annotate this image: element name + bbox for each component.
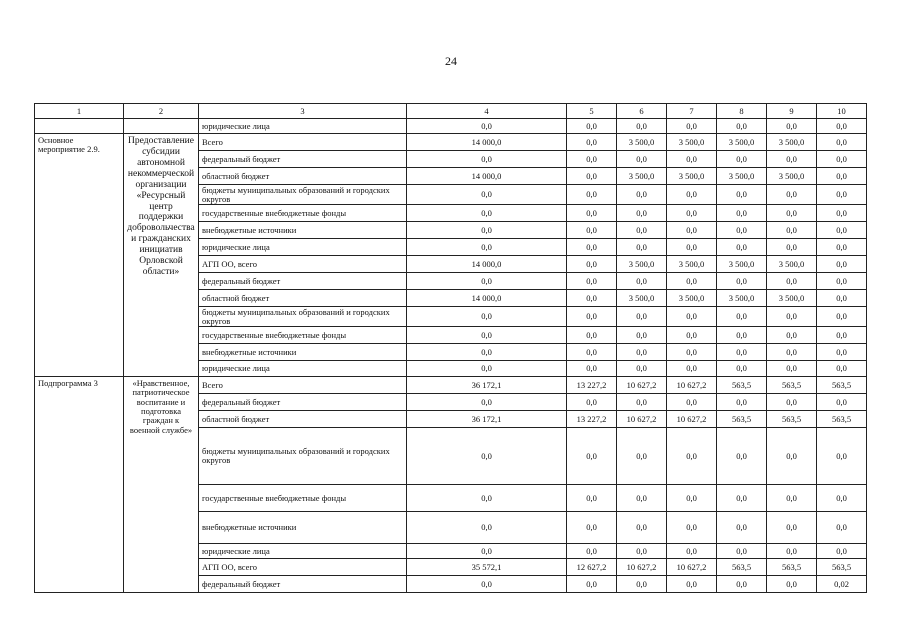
value-cell: 0,0 <box>617 307 667 327</box>
value-cell: 3 500,0 <box>617 290 667 307</box>
value-cell: 0,0 <box>667 119 717 134</box>
value-cell: 0,0 <box>667 327 717 344</box>
value-cell: 0,0 <box>767 344 817 361</box>
value-cell: 0,0 <box>567 576 617 593</box>
value-cell: 563,5 <box>717 377 767 394</box>
value-cell: 10 627,2 <box>617 559 667 576</box>
value-cell: 563,5 <box>717 559 767 576</box>
header-cell: 3 <box>199 104 407 119</box>
row-label: юридические лица <box>199 239 407 256</box>
value-cell: 0,0 <box>817 428 867 485</box>
value-cell: 0,0 <box>567 394 617 411</box>
value-cell: 0,0 <box>617 205 667 222</box>
page-number: 24 <box>445 54 457 68</box>
value-cell: 0,0 <box>717 307 767 327</box>
value-cell: 0,0 <box>767 512 817 544</box>
value-cell: 0,0 <box>767 185 817 205</box>
value-cell: 0,0 <box>817 290 867 307</box>
value-cell: 0,0 <box>767 361 817 377</box>
value-cell: 0,0 <box>567 151 617 168</box>
value-cell: 0,0 <box>817 134 867 151</box>
value-cell: 14 000,0 <box>407 290 567 307</box>
value-cell: 0,0 <box>617 222 667 239</box>
row-label: федеральный бюджет <box>199 576 407 593</box>
value-cell: 0,0 <box>407 151 567 168</box>
row-label: Всего <box>199 377 407 394</box>
value-cell: 0,0 <box>407 512 567 544</box>
value-cell: 0,0 <box>567 134 617 151</box>
row-label: федеральный бюджет <box>199 273 407 290</box>
value-cell: 0,0 <box>817 151 867 168</box>
program-title-cell: «Нравственное, патриотическое воспитание и подготовка граждан к военной службе» <box>124 377 199 593</box>
value-cell: 10 627,2 <box>667 377 717 394</box>
header-cell: 7 <box>667 104 717 119</box>
value-cell: 3 500,0 <box>717 168 767 185</box>
value-cell: 0,0 <box>667 394 717 411</box>
value-cell: 0,0 <box>407 185 567 205</box>
value-cell: 0,0 <box>567 205 617 222</box>
value-cell: 0,0 <box>817 361 867 377</box>
header-cell: 1 <box>35 104 124 119</box>
value-cell: 3 500,0 <box>667 134 717 151</box>
header-cell: 5 <box>567 104 617 119</box>
value-cell: 0,0 <box>717 222 767 239</box>
value-cell: 0,0 <box>407 485 567 512</box>
value-cell: 0,0 <box>407 307 567 327</box>
value-cell: 3 500,0 <box>767 134 817 151</box>
value-cell: 3 500,0 <box>617 134 667 151</box>
value-cell: 0,0 <box>767 239 817 256</box>
value-cell: 0,0 <box>717 512 767 544</box>
value-cell: 0,0 <box>717 344 767 361</box>
value-cell: 0,0 <box>667 344 717 361</box>
program-code-cell: Основное мероприятие 2.9. <box>35 134 124 377</box>
value-cell: 0,0 <box>567 290 617 307</box>
value-cell: 0,0 <box>667 185 717 205</box>
value-cell: 0,0 <box>667 239 717 256</box>
value-cell: 0,0 <box>567 485 617 512</box>
value-cell: 3 500,0 <box>767 168 817 185</box>
value-cell: 13 227,2 <box>567 411 617 428</box>
value-cell: 563,5 <box>767 377 817 394</box>
value-cell: 0,0 <box>767 485 817 512</box>
value-cell: 0,0 <box>617 485 667 512</box>
value-cell: 0,0 <box>617 273 667 290</box>
value-cell: 0,0 <box>817 256 867 273</box>
value-cell: 0,0 <box>817 544 867 559</box>
value-cell: 0,0 <box>667 273 717 290</box>
value-cell: 3 500,0 <box>617 256 667 273</box>
value-cell: 0,0 <box>407 344 567 361</box>
value-cell: 0,0 <box>407 119 567 134</box>
value-cell: 0,02 <box>817 576 867 593</box>
value-cell: 0,0 <box>617 361 667 377</box>
value-cell: 0,0 <box>817 394 867 411</box>
value-cell: 0,0 <box>617 428 667 485</box>
row-label: федеральный бюджет <box>199 394 407 411</box>
value-cell: 0,0 <box>667 512 717 544</box>
value-cell: 0,0 <box>767 576 817 593</box>
table-body <box>35 104 867 593</box>
value-cell: 0,0 <box>617 512 667 544</box>
row-label: бюджеты муниципальных образований и городских округов <box>199 307 407 327</box>
row-label: государственные внебюджетные фонды <box>199 327 407 344</box>
value-cell: 0,0 <box>567 307 617 327</box>
value-cell: 0,0 <box>667 576 717 593</box>
value-cell: 0,0 <box>717 361 767 377</box>
value-cell: 0,0 <box>817 327 867 344</box>
value-cell: 0,0 <box>567 327 617 344</box>
value-cell: 0,0 <box>717 151 767 168</box>
table-row <box>35 119 867 134</box>
value-cell: 0,0 <box>817 239 867 256</box>
row-label: внебюджетные источники <box>199 344 407 361</box>
value-cell: 0,0 <box>767 222 817 239</box>
value-cell: 3 500,0 <box>767 290 817 307</box>
value-cell: 0,0 <box>717 394 767 411</box>
value-cell: 0,0 <box>567 168 617 185</box>
value-cell: 0,0 <box>717 119 767 134</box>
table-row <box>35 377 867 394</box>
row-label: государственные внебюджетные фонды <box>199 205 407 222</box>
value-cell: 0,0 <box>567 428 617 485</box>
header-cell: 6 <box>617 104 667 119</box>
header-cell: 9 <box>767 104 817 119</box>
value-cell: 0,0 <box>407 576 567 593</box>
value-cell: 0,0 <box>617 344 667 361</box>
value-cell: 0,0 <box>407 544 567 559</box>
value-cell: 0,0 <box>817 485 867 512</box>
value-cell: 10 627,2 <box>617 377 667 394</box>
value-cell: 3 500,0 <box>667 290 717 307</box>
value-cell: 0,0 <box>767 205 817 222</box>
value-cell: 35 572,1 <box>407 559 567 576</box>
value-cell: 0,0 <box>407 428 567 485</box>
value-cell: 0,0 <box>717 239 767 256</box>
value-cell: 0,0 <box>567 344 617 361</box>
value-cell: 0,0 <box>817 307 867 327</box>
value-cell: 12 627,2 <box>567 559 617 576</box>
value-cell: 0,0 <box>667 361 717 377</box>
row-label: областной бюджет <box>199 411 407 428</box>
value-cell: 0,0 <box>717 273 767 290</box>
row-label: областной бюджет <box>199 290 407 307</box>
value-cell: 14 000,0 <box>407 256 567 273</box>
header-cell: 8 <box>717 104 767 119</box>
value-cell: 0,0 <box>407 394 567 411</box>
value-cell: 563,5 <box>717 411 767 428</box>
value-cell: 36 172,1 <box>407 377 567 394</box>
value-cell: 0,0 <box>567 222 617 239</box>
value-cell: 0,0 <box>667 307 717 327</box>
value-cell: 0,0 <box>617 119 667 134</box>
value-cell: 0,0 <box>767 119 817 134</box>
program-title-cell: Предоставление субсидии автономной некоммерческой организации «Ресурсный центр поддержки добровольчества и гражданских инициатив Орловской области» <box>124 134 199 377</box>
value-cell: 0,0 <box>717 185 767 205</box>
value-cell: 0,0 <box>717 205 767 222</box>
value-cell: 10 627,2 <box>617 411 667 428</box>
value-cell: 0,0 <box>567 544 617 559</box>
row-label: областной бюджет <box>199 168 407 185</box>
row-label: государственные внебюджетные фонды <box>199 485 407 512</box>
program-code-cell: Подпрограмма 3 <box>35 377 124 593</box>
value-cell: 0,0 <box>767 307 817 327</box>
value-cell: 0,0 <box>817 205 867 222</box>
value-cell: 3 500,0 <box>717 256 767 273</box>
row-label: внебюджетные источники <box>199 512 407 544</box>
table-row <box>35 134 867 151</box>
value-cell: 10 627,2 <box>667 411 717 428</box>
value-cell: 10 627,2 <box>667 559 717 576</box>
value-cell: 0,0 <box>567 361 617 377</box>
header-cell: 2 <box>124 104 199 119</box>
value-cell: 0,0 <box>767 327 817 344</box>
value-cell: 3 500,0 <box>767 256 817 273</box>
value-cell: 0,0 <box>717 576 767 593</box>
value-cell: 3 500,0 <box>717 134 767 151</box>
value-cell: 0,0 <box>407 205 567 222</box>
value-cell: 0,0 <box>817 273 867 290</box>
value-cell: 0,0 <box>567 512 617 544</box>
value-cell: 3 500,0 <box>667 256 717 273</box>
value-cell: 0,0 <box>617 576 667 593</box>
value-cell: 0,0 <box>567 239 617 256</box>
value-cell: 0,0 <box>407 222 567 239</box>
row-label: федеральный бюджет <box>199 151 407 168</box>
value-cell: 563,5 <box>767 411 817 428</box>
value-cell: 563,5 <box>817 411 867 428</box>
row-label: Всего <box>199 134 407 151</box>
value-cell: 0,0 <box>567 273 617 290</box>
value-cell: 0,0 <box>667 222 717 239</box>
value-cell: 0,0 <box>717 428 767 485</box>
value-cell: 0,0 <box>667 544 717 559</box>
value-cell: 14 000,0 <box>407 168 567 185</box>
value-cell: 563,5 <box>767 559 817 576</box>
row-label: юридические лица <box>199 119 407 134</box>
row-label: юридические лица <box>199 544 407 559</box>
value-cell: 0,0 <box>817 344 867 361</box>
value-cell: 0,0 <box>617 239 667 256</box>
value-cell: 0,0 <box>567 256 617 273</box>
value-cell: 0,0 <box>667 485 717 512</box>
value-cell: 0,0 <box>767 544 817 559</box>
value-cell: 0,0 <box>767 428 817 485</box>
empty-cell <box>35 119 124 134</box>
value-cell: 0,0 <box>617 544 667 559</box>
header-row <box>35 104 867 119</box>
value-cell: 14 000,0 <box>407 134 567 151</box>
value-cell: 0,0 <box>817 222 867 239</box>
value-cell: 0,0 <box>617 327 667 344</box>
value-cell: 563,5 <box>817 559 867 576</box>
value-cell: 0,0 <box>617 151 667 168</box>
value-cell: 0,0 <box>667 205 717 222</box>
value-cell: 0,0 <box>817 168 867 185</box>
header-cell: 10 <box>817 104 867 119</box>
value-cell: 0,0 <box>717 327 767 344</box>
value-cell: 0,0 <box>567 185 617 205</box>
value-cell: 563,5 <box>817 377 867 394</box>
row-label: внебюджетные источники <box>199 222 407 239</box>
value-cell: 0,0 <box>717 485 767 512</box>
value-cell: 0,0 <box>767 273 817 290</box>
value-cell: 36 172,1 <box>407 411 567 428</box>
value-cell: 3 500,0 <box>717 290 767 307</box>
row-label: бюджеты муниципальных образований и городских округов <box>199 428 407 485</box>
value-cell: 0,0 <box>567 119 617 134</box>
value-cell: 0,0 <box>407 361 567 377</box>
value-cell: 0,0 <box>407 239 567 256</box>
value-cell: 0,0 <box>617 394 667 411</box>
value-cell: 0,0 <box>817 512 867 544</box>
value-cell: 0,0 <box>817 119 867 134</box>
header-cell: 4 <box>407 104 567 119</box>
row-label: бюджеты муниципальных образований и городских округов <box>199 185 407 205</box>
value-cell: 3 500,0 <box>667 168 717 185</box>
value-cell: 0,0 <box>717 544 767 559</box>
value-cell: 13 227,2 <box>567 377 617 394</box>
row-label: юридические лица <box>199 361 407 377</box>
value-cell: 0,0 <box>667 428 717 485</box>
value-cell: 0,0 <box>617 185 667 205</box>
value-cell: 0,0 <box>407 273 567 290</box>
value-cell: 0,0 <box>817 185 867 205</box>
budget-table <box>34 103 867 593</box>
value-cell: 0,0 <box>767 394 817 411</box>
value-cell: 0,0 <box>767 151 817 168</box>
row-label: АГП ОО, всего <box>199 256 407 273</box>
value-cell: 3 500,0 <box>617 168 667 185</box>
value-cell: 0,0 <box>407 327 567 344</box>
empty-cell <box>124 119 199 134</box>
row-label: АГП ОО, всего <box>199 559 407 576</box>
value-cell: 0,0 <box>667 151 717 168</box>
